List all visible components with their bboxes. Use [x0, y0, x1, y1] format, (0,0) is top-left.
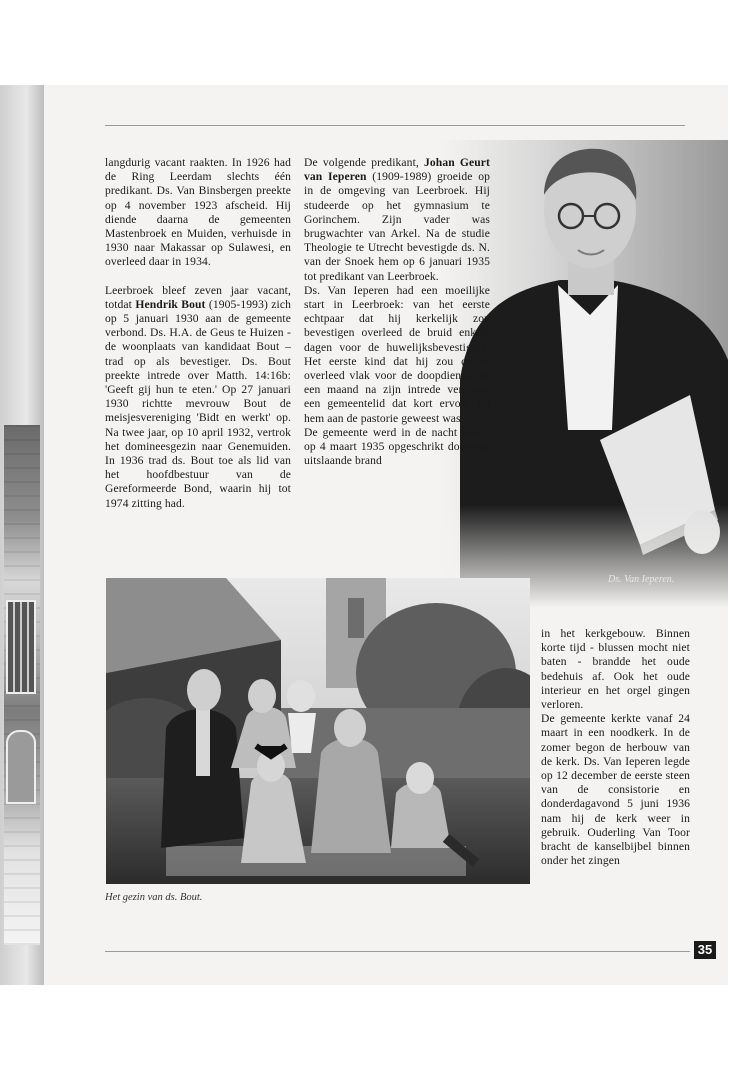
column2-paragraph-3: De gemeente werd in de nacht van 3 op 4 maart 1935 opgeschrikt door een uitslaande brand	[304, 425, 490, 468]
text-run: (1905-1993) zich op 5 januari 1930 aan de gemeente verbond. Ds. H.A. de Geus te Huizen - de woonplaats van kandidaat Bout – trad op als bevestiger. Ds. Bout preekte intrede over Matth. 14:16b: 'Geeft gij hun te eten.' Op 27 januari 1930 richtte mevrouw Bout de meisjesvereniging 'Bidt en werkt' op. Na twee jaar, op 10 april 1932, vertrok het domineesgezin naar Genemuiden. In 1936 trad ds. Bout toe als lid van het hoofdbestuur van de Gereformeerde Bond, waarin hij tot 1974 zitting had.	[105, 297, 291, 510]
family-photo-caption: Het gezin van ds. Bout.	[105, 892, 203, 903]
column1-paragraph-1: langdurig vacant raakten. In 1926 had de Ring Leerdam slechts één predikant. Ds. Van Binsbergen preekte op 4 november 1923 afscheid. Hij diende daarna de gemeenten Mastenbroek en Muiden, verhuisde in 1930 naar Makassar op Sulawesi, en overleed daar in 1934.	[105, 156, 291, 269]
name-johan-geurt-van-ieperen: Johan Geurt van Ieperen	[304, 156, 491, 184]
family-photo	[106, 578, 530, 884]
top-rule	[105, 125, 685, 126]
text-run: (1909-1989) groeide op in de omgeving van Leerbroek. Hij studeerde op het gymnasium te Gorinchem. Zijn vader was brugwachter van Arkel. Na de studie Theologie te Utrecht bevestigde ds. N. van der Snoek hem op 6 januari 1935 tot predikant van Leerbroek.	[304, 170, 491, 283]
column2-paragraph-1	[304, 156, 490, 284]
text-run: De volgende predikant,	[304, 156, 424, 169]
text-run: Leerbroek bleef zeven jaar vacant, totdat	[105, 283, 291, 311]
bottom-rule	[105, 951, 690, 952]
column3-paragraph-1: in het kerkgebouw. Binnen korte tijd - blussen mocht niet baten - brandde het oude bedehuis af. Ook het oude interieur en het orgel gingen verloren.	[541, 627, 690, 712]
facing-page-door	[6, 730, 36, 804]
text-column-1	[105, 156, 291, 511]
column3-paragraph-2: De gemeente kerkte vanaf 24 maart in een noodkerk. In de zomer begon de herbouw van de kerk. Ds. Van Ieperen legde op 12 december de eerste steen van de consistorie en donderdagavond 5 juni 1936 nam hij de kerk weer in gebruik. Ouderling Van Toor bracht de kanselbijbel binnen onder het zingen	[541, 712, 690, 868]
text-column-3	[541, 627, 690, 868]
name-hendrik-bout: Hendrik Bout	[135, 297, 206, 311]
portrait-caption: Ds. Van Ieperen.	[608, 574, 675, 585]
column1-paragraph-2	[105, 284, 291, 511]
facing-page-window	[6, 600, 36, 694]
text-column-2	[304, 156, 490, 468]
page-number: 35	[694, 941, 716, 959]
column2-paragraph-2: Ds. Van Ieperen had een moeilijke start in Leerbroek: van het eerste echtpaar dat hij kerkelijk zou bevestigen overleed de bruid enkele dagen voor de huwelijksbevestiging. Het eerste kind dat hij zou dopen overleed vlak voor de doopdienst. En een maand na zijn intrede verdronk een gemeentelid dat kort ervoor bij hem aan de pastorie geweest was.	[304, 283, 490, 425]
